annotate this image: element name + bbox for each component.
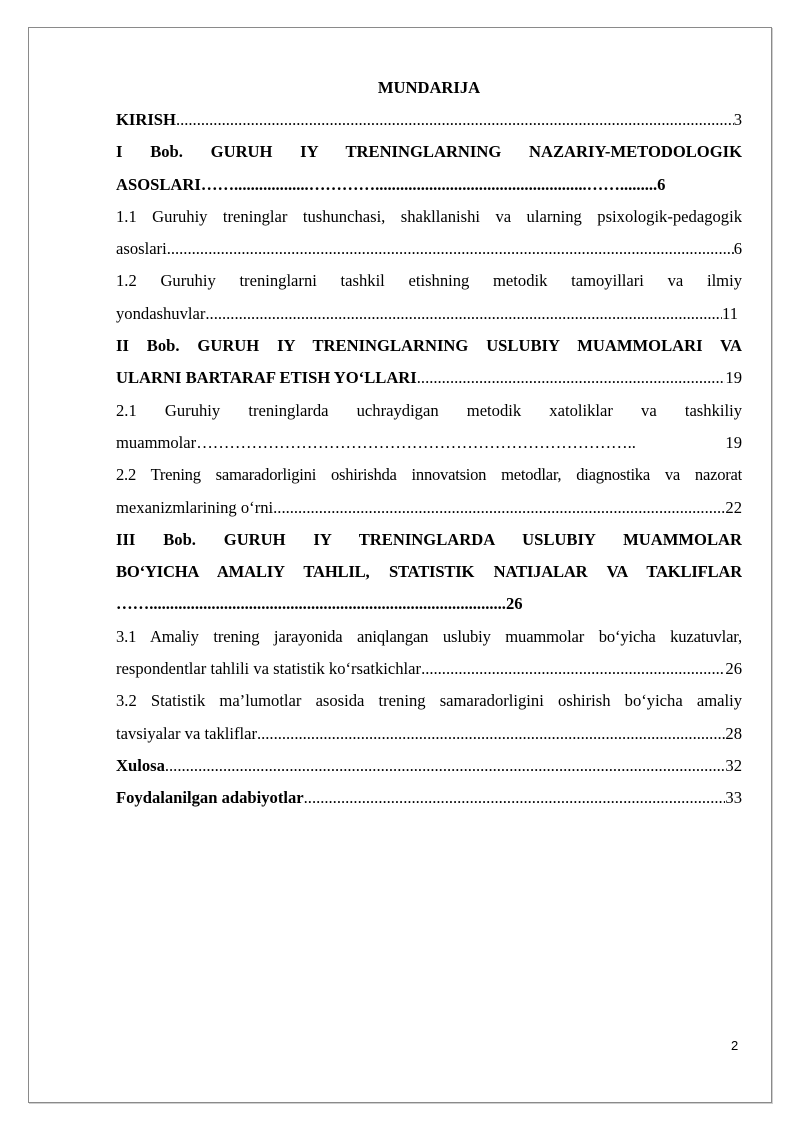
toc-entry-label: Xulosa bbox=[116, 755, 165, 775]
toc-entry-label: asoslari bbox=[116, 239, 167, 259]
toc-entry-3-2[interactable] bbox=[116, 718, 742, 750]
toc-page-number: 3 bbox=[733, 110, 742, 129]
toc-page-number: 32 bbox=[725, 755, 742, 775]
toc-page-number: 22 bbox=[725, 497, 742, 517]
dot-leader bbox=[176, 104, 734, 136]
toc-entry-label: ULARNI BARTARAF ETISH YO‘LLARI bbox=[116, 368, 417, 388]
toc-entry-2-2[interactable] bbox=[116, 492, 742, 524]
page-number: 2 bbox=[731, 1038, 739, 1053]
toc-entry-chapter-2[interactable] bbox=[116, 362, 742, 394]
dot-leader: ……..................…………...................................................……......... bbox=[200, 174, 658, 194]
toc-entry-label: mexanizmlarining o‘rni bbox=[116, 497, 274, 517]
dot-leader: …………………………………………………………………….. bbox=[196, 432, 636, 452]
toc-entry-1-1[interactable] bbox=[116, 233, 742, 265]
dot-leader bbox=[205, 298, 722, 330]
toc-page-number: 26 bbox=[505, 594, 523, 614]
toc-entry-2-2-line-1[interactable]: 2.2 Trening samaradorligini oshirishda innovatsion metodlar, diagnostika va nazorat bbox=[116, 465, 742, 485]
toc-page-number: 6 bbox=[657, 174, 666, 194]
toc-page-number: 28 bbox=[725, 723, 742, 743]
toc-entry-label: KIRISH bbox=[116, 110, 176, 129]
toc-entry-2-1[interactable] bbox=[116, 427, 742, 459]
toc-entry-chapter-1-line-1[interactable]: I Bob. GURUH IY TRENINGLARNING NAZARIY-METODOLOGIK bbox=[116, 142, 742, 162]
toc-entry-chapter-1[interactable] bbox=[116, 169, 742, 201]
toc-entry-label: respondentlar tahlili va statistik ko‘rsatkichlar bbox=[116, 659, 422, 679]
toc-page-number: 19 bbox=[725, 368, 742, 388]
toc-entry-label: ASOSLARI bbox=[116, 174, 201, 194]
toc-entry-label: yondashuvlar bbox=[116, 303, 206, 323]
toc-entry-chapter-3[interactable] bbox=[116, 588, 742, 620]
toc-entry-3-1-line-1[interactable]: 3.1 Amaliy trening jarayonida aniqlangan uslubiy muammolar bo‘yicha kuzatuvlar, bbox=[116, 626, 742, 646]
dot-leader bbox=[273, 492, 725, 524]
toc-page-number: 6 bbox=[733, 239, 742, 259]
dot-leader bbox=[304, 782, 726, 814]
toc-entry-label: tavsiyalar va takliflar bbox=[116, 723, 257, 743]
toc-entry-label: muammolar bbox=[116, 432, 197, 452]
toc-entry-2-1-line-1[interactable]: 2.1 Guruhiy treninglarda uchraydigan metodik xatoliklar va tashkiliy bbox=[116, 400, 742, 420]
toc-entry-xulosa[interactable] bbox=[116, 750, 742, 782]
toc-entry-chapter-2-line-1[interactable]: II Bob. GURUH IY TRENINGLARNING USLUBIY MUAMMOLARI VA bbox=[116, 336, 742, 356]
dot-leader bbox=[165, 750, 726, 782]
toc-page-number: 26 bbox=[725, 659, 742, 679]
toc-page-number: 33 bbox=[725, 788, 742, 808]
toc-entry-references[interactable] bbox=[116, 782, 742, 814]
toc-entry-3-2-line-1[interactable]: 3.2 Statistik ma’lumotlar asosida trening samaradorligini oshirish bo‘yicha amaliy bbox=[116, 691, 742, 711]
dot-leader: ……...................................................................................... bbox=[116, 594, 506, 614]
toc-page-number: 11 bbox=[722, 303, 738, 323]
toc-page-number: 19 bbox=[725, 432, 742, 452]
toc-entry-kirish[interactable] bbox=[116, 104, 742, 136]
table-of-contents bbox=[116, 76, 742, 815]
dot-leader bbox=[257, 718, 725, 750]
toc-entry-chapter-3-line-2[interactable]: BO‘YICHA AMALIY TAHLIL, STATISTIK NATIJALAR VA TAKLIFLAR bbox=[116, 562, 742, 582]
toc-entry-1-1-line-1[interactable]: 1.1 Guruhiy treninglar tushunchasi, shakllanishi va ularning psixologik-pedagogik bbox=[116, 206, 742, 226]
dot-leader bbox=[421, 653, 725, 685]
toc-entry-chapter-3-line-1[interactable]: III Bob. GURUH IY TRENINGLARDA USLUBIY MUAMMOLAR bbox=[116, 529, 742, 549]
toc-entry-1-2[interactable] bbox=[116, 298, 738, 330]
toc-entry-1-2-line-1[interactable]: 1.2 Guruhiy treninglarni tashkil etishning metodik tamoyillari va ilmiy bbox=[116, 271, 742, 291]
toc-entry-label: Foydalanilgan adabiyotlar bbox=[116, 788, 304, 808]
toc-title: MUNDARIJA bbox=[377, 78, 481, 97]
dot-leader bbox=[417, 362, 726, 394]
toc-entry-3-1[interactable] bbox=[116, 653, 742, 685]
dot-leader bbox=[167, 233, 734, 265]
